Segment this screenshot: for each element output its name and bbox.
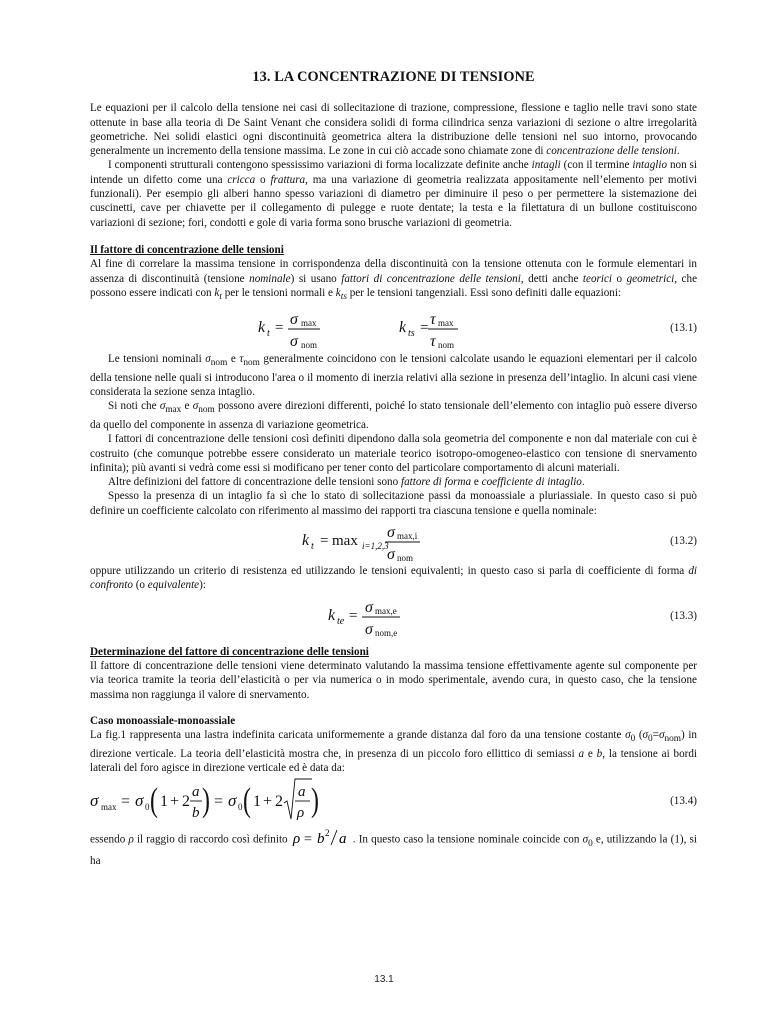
intro-paragraph-1: Le equazioni per il calcolo della tensione nei casi di sollecitazione di trazione, compressione, flessione e taglio nelle travi sono state ottenute in base alla teoria di De Saint Venant che considera solidi di forma cilindrica senza variazioni di sezione o altre irregolarità geometriche. Nei solidi elastici ogni discontinuità geometrica altera la distribuzione delle tensioni nel suo intorno, provocando generalmente un incremento della tensione massima. Le zone in cui ciò accade sono chiamate zone di concentrazione delle tensioni. — [90, 102, 697, 158]
svg-text:τ: τ — [430, 311, 436, 329]
svg-text:(: ( — [150, 782, 158, 820]
section1-paragraph-2: Le tensioni nominali $\sigma_{nom}$ e $\tau_{nom}$ generalmente coincidono con le tensioni calcolate usando le equazioni elementari per il calcolo della tensione nelle quali si introducono l'area o il momento di inerzia relativi alla sezione in presenza dell’intaglio. In alcuni casi viene considerata la sezione senza intaglio. — [90, 353, 697, 399]
svg-text:nom: nom — [301, 340, 318, 351]
svg-text:nom: nom — [397, 553, 414, 564]
svg-text:k: k — [328, 606, 336, 624]
page-body — [90, 70, 697, 868]
equation-13-2 — [90, 518, 697, 564]
svg-text:max: max — [101, 802, 117, 813]
svg-text:a: a — [338, 831, 347, 848]
equation-13-1-formula — [90, 304, 510, 352]
svg-text:σ: σ — [387, 524, 395, 542]
svg-text:σ: σ — [365, 620, 373, 638]
svg-text:σ: σ — [228, 791, 237, 811]
svg-text:0: 0 — [145, 802, 150, 813]
section1-paragraph-7: oppure utilizzando un criterio di resistenza ed utilizzando le tensioni equivalenti; in questo caso si parla di coefficiente di forma di confronto (o equivalente): — [90, 565, 697, 592]
svg-text:k: k — [399, 319, 407, 337]
section3-paragraph-1: La fig.1 rappresenta una lastra indefinita caricata uniformemente a grande distanza dal foro da una tensione costante $\sigma_0$ $(\sigma_0=\sigma_{nom})$ in direzione verticale. La teoria dell’elasticità mostra che, in presenza di un piccolo foro ellittico di semiassi a e b, la tensione ai bordi laterali del foro agisce in direzione verticale ed è data da: — [90, 729, 698, 774]
svg-text:a: a — [192, 784, 200, 801]
svg-text:i=1,2,3: i=1,2,3 — [362, 541, 389, 552]
svg-text:(: ( — [243, 782, 251, 820]
equation-13-4 — [90, 775, 697, 827]
svg-text:2: 2 — [182, 793, 190, 811]
equation-13-4-formula — [90, 775, 350, 827]
section1-paragraph-4: I fattori di concentrazione delle tensioni così definiti dipendono dalla sola geometria del componente e non dal materiale con cui è costruito (che comunque potrebbe essere considerato un materiale teorico isotropo-omogeneo-elastico con tensione di snervamento infinita); più avanti si vedrà come essi si modificano per tener conto del particolare comportamento di alcuni materiali. — [90, 433, 697, 474]
section-heading-fattore: Il fattore di concentrazione delle tensioni — [90, 243, 284, 256]
svg-text:k: k — [302, 532, 310, 550]
svg-text:σ: σ — [387, 546, 395, 564]
equation-13-2-formula — [90, 518, 510, 564]
svg-text:nom,e: nom,e — [375, 627, 398, 638]
svg-text:t: t — [267, 328, 270, 340]
svg-text:τ: τ — [430, 333, 436, 351]
svg-text:ρ: ρ — [292, 831, 300, 848]
svg-text:a: a — [298, 784, 306, 801]
section1-paragraph-1: Al fine di correlare la massima tensione in corrispondenza della discontinuità con la tensione ottenuta con le formule elementari in assenza di discontinuità (tensione nominale) si usano fattori di concentrazione delle tensioni, detti anche teorici o geometrici, che possono essere indicati con $k_t$ per le tensioni normali e $k_{ts}$ per le tensioni tangenziali. Essi sono definiti dalle equazioni: — [90, 258, 698, 303]
svg-text:b: b — [192, 805, 200, 822]
svg-text:max,e: max,e — [375, 605, 397, 616]
svg-text:σ: σ — [135, 791, 144, 811]
svg-text:σ: σ — [290, 333, 298, 351]
svg-text:): ) — [311, 782, 319, 820]
section-heading-determinazione: Determinazione del fattore di concentrazione delle tensioni — [90, 645, 369, 658]
svg-text:t: t — [311, 541, 314, 553]
svg-text:2: 2 — [324, 828, 330, 839]
equation-13-3-formula — [90, 593, 510, 639]
svg-text:): ) — [202, 782, 210, 820]
equation-number: (13.2) — [670, 534, 697, 547]
svg-text:2: 2 — [275, 793, 283, 811]
page-title: 13. LA CONCENTRAZIONE DI TENSIONE — [252, 69, 535, 85]
equation-number: (13.3) — [670, 609, 697, 622]
page-number: 13.1 — [374, 974, 394, 985]
equation-number: (13.4) — [670, 795, 697, 808]
equation-13-3 — [90, 593, 697, 639]
svg-text:1: 1 — [253, 793, 261, 811]
intro-paragraph-2: I componenti strutturali contengono spessissimo variazioni di forma localizzate definite anche intagli (con il termine intaglio non si intende un difetto come una cricca o frattura, ma una variazione di geometria realizzata appositamente nell’elemento per motivi funzionali). Per esempio gli alberi hanno spesso variazioni di diametro per diminuire il peso o per permettere la sistemazione dei cuscinetti, cave per chiavette per il collegamento di pulegge e ruote dentate; la testa e la filettatura di un bullone costituiscono variazioni di sezione; fori, condotti e gole di varia forma sono brusche variazioni di geometria. — [90, 159, 698, 229]
svg-text:te: te — [337, 615, 345, 627]
svg-text:=: = — [275, 320, 284, 337]
section2-paragraph-1: Il fattore di concentrazione delle tensioni viene determinato valutando la massima tensione effettivamente agente sul componente per via teorica tramite la teoria dell’elasticità o per via numerica o in modo sperimentale, avendo cura, in questo caso, che la tensione massima non raggiunga il valore di snervamento. — [90, 659, 697, 701]
section1-paragraph-3: Si noti che $\sigma_{max}$ e $\sigma_{nom}$ possono avere direzioni differenti, poiché lo stato tensionale dell’elemento con intaglio può essere diverso da quello del componente in assenza di variazione geometrica. — [90, 400, 698, 431]
svg-text:b: b — [316, 831, 325, 848]
svg-text:σ: σ — [365, 598, 373, 616]
svg-text:max,i: max,i — [397, 531, 418, 542]
svg-text:=: = — [320, 533, 329, 550]
svg-text:1: 1 — [160, 793, 168, 811]
svg-text:=: = — [121, 793, 131, 811]
section-heading-monoassiale: Caso monoassiale-monoassiale — [90, 714, 236, 727]
svg-text:=: = — [349, 607, 358, 624]
svg-text:k: k — [258, 319, 266, 337]
svg-text:max: max — [301, 318, 317, 329]
equation-13-1 — [90, 304, 697, 352]
svg-text:ρ: ρ — [297, 805, 305, 822]
svg-text:+: + — [263, 793, 273, 811]
svg-text:=: = — [214, 793, 224, 811]
svg-text:=: = — [420, 320, 429, 337]
svg-text:0: 0 — [238, 802, 243, 813]
rho-definition-formula — [291, 827, 353, 849]
svg-text:max: max — [438, 318, 454, 329]
section3-paragraph-2: essendo ρ il raggio di raccordo così definito ρ = b 2 a . In questo caso la tensione nominale coincide con $\sigma_0$ e, utilizzando la (1), si ha — [90, 828, 697, 867]
svg-text:+: + — [170, 793, 180, 811]
svg-text:σ: σ — [290, 311, 298, 329]
section1-paragraph-5: Altre definizioni del fattore di concentrazione delle tensioni sono fattore di forma e coefficiente di intaglio. — [108, 476, 585, 489]
svg-text:σ: σ — [90, 791, 99, 811]
rho-definition — [291, 827, 353, 853]
svg-text:=: = — [303, 832, 312, 848]
svg-text:nom: nom — [438, 340, 455, 351]
svg-text:max: max — [332, 533, 358, 550]
equation-number: (13.1) — [670, 322, 697, 335]
section1-paragraph-6: Spesso la presenza di un intaglio fa sì che lo stato di sollecitazione passi da monoassiale a pluriassiale. In questo caso si può definire un coefficiente calcolato con riferimento al massimo dei rapporti tra ciascuna tensione e quella nominale: — [90, 490, 697, 517]
svg-text:ts: ts — [408, 328, 415, 340]
